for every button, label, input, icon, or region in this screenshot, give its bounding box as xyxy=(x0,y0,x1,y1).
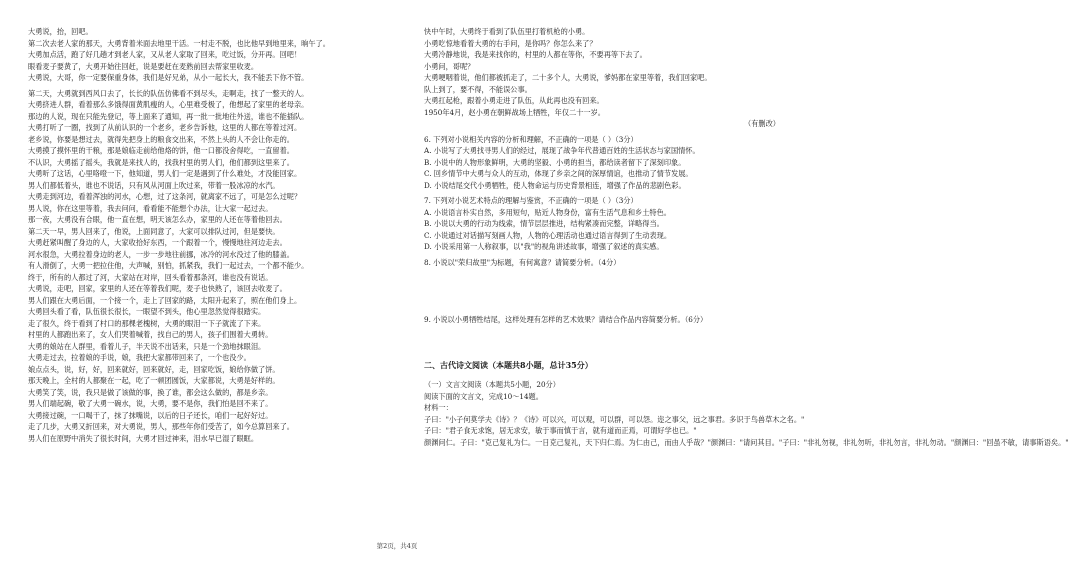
story-paragraph: 那边的人说，现在只能先登记，等上面来了通知，再一批一批地往外送，谁也不能插队。 xyxy=(28,111,309,121)
story-paragraph: 大勇摸了摸怀里的干粮，那是娘临走前给他烙的饼，他一口都没舍得吃，一直留着。 xyxy=(28,146,294,155)
story-paragraph: 第二天，大勇就到西风口去了，长长的队伍仿佛看不到尽头，走啊走，找了一整天的人。 xyxy=(28,88,309,98)
story-paragraph: 娘点点头，说，好，好，回来就好，回来就好，走，回家吃饭，娘给你做了饼。 xyxy=(28,364,280,374)
question-7: 7. 下列对小说艺术特点的理解与鉴赏，不正确的一项是（ ）（3分） xyxy=(424,196,638,205)
story-paragraph: 终于，所有的人都过了河，大家站在对岸，回头看着那条河，谁也没有说话。 xyxy=(28,272,273,282)
classical-text: 子曰："君子食无求饱，居无求安，敏于事而慎于言，就有道而正焉，可谓好学也已。" xyxy=(424,426,697,435)
option-d: D. 小说采用第一人称叙事，以"我"的视角讲述故事，增强了叙述的真实感。 xyxy=(424,242,664,251)
story-paragraph: 河水很急，大勇拉着身边的老人，一步一步地往前挪，冰冷的河水没过了他的膝盖。 xyxy=(28,249,294,259)
material-label: 材料一： xyxy=(424,403,453,412)
page-number: 第2页，共4页 xyxy=(376,542,418,550)
story-paragraph: 队上到了，要不得，不能误公事。 xyxy=(424,84,532,94)
story-paragraph: 第二天一早，男人回来了，他说，上面同意了，大家可以排队过河，但是要快。 xyxy=(28,226,280,236)
story-paragraph: 男人说，你在这里等着，我去问问，看看能不能想个办法，让大家一起过去。 xyxy=(28,203,273,213)
option-d: D. 小说结尾交代小勇牺牲，使人物命运与历史背景相连，增强了作品的悲剧色彩。 xyxy=(424,180,686,190)
story-paragraph: 那一夜，大勇没有合眼，他一直在想，明天该怎么办，家里的人还在等着他回去。 xyxy=(28,215,287,224)
story-paragraph: 那天晚上，全村的人都聚在一起，吃了一顿团圆饭，大家都说，大勇是好样的。 xyxy=(28,376,280,385)
source-note: （有删改） xyxy=(744,119,780,128)
classical-text: 子曰："小子何莫学夫《诗》？《诗》可以兴，可以观，可以群，可以怨。迩之事父，远之事君。多识于鸟兽草木之名。" xyxy=(424,414,805,424)
question-9: 9. 小说以小勇牺牲结尾，这样处理有怎样的艺术效果？请结合作品内容简要分析。（6分） xyxy=(424,315,708,324)
story-paragraph: 走了几步，大勇又折回来，对大勇说，男人，那些年你们受苦了，如今总算回来了。 xyxy=(28,422,294,431)
story-paragraph: 大勇接过碗，一口喝干了，抹了抹嘴说，以后的日子还长，咱们一起好好过。 xyxy=(28,410,273,420)
story-paragraph: 大勇说，大哥，你一定要保重身体，我们是好兄弟，从小一起长大，我不能丢下你不管。 xyxy=(28,73,309,82)
option-a: A. 小说写了大勇找寻男人们的经过，展现了战争年代普通百姓的生活状态与家国情怀。 xyxy=(424,146,700,155)
story-paragraph: 大勇挤进人群，看着那么多饿得面黄肌瘦的人，心里难受极了，他想起了家里的老母亲。 xyxy=(28,100,309,109)
story-paragraph: 大勇赶紧叫醒了身边的人，大家收拾好东西，一个跟着一个，慢慢地往河边走去。 xyxy=(28,238,287,247)
answer-space xyxy=(410,268,780,314)
story-paragraph: 大勇加点活，跑了好几趟才到老人家，又从老人家取了回来，吃过饭，分开再。回吧！ xyxy=(28,50,302,59)
left-column xyxy=(14,26,380,536)
option-b: B. 小说以大勇的行动为线索，情节层层推进，结构紧凑而完整，详略得当。 xyxy=(424,219,664,228)
subsection-heading: （一）文言文阅读（本题共5小题，20分） xyxy=(424,380,560,389)
story-paragraph: 有人滑倒了，大勇一把拉住他，大声喊，别怕，抓紧我，我们一起过去，一个都不能少。 xyxy=(28,261,309,270)
story-paragraph: 快中午时，大勇终于看到了队伍里打着机枪的小勇。 xyxy=(424,27,590,36)
story-paragraph: 小勇吃惊地看着大勇的右手问，是你吗？你怎么来了？ xyxy=(424,38,597,48)
story-paragraph: 男人们在原野中消失了很长时间，大勇才回过神来，泪水早已湿了眼眶。 xyxy=(28,433,259,443)
right-column xyxy=(410,26,1069,536)
option-c: C. 回乡情节中大勇与众人的互动，体现了乡亲之间的深厚情谊，也推动了情节发展。 xyxy=(424,169,693,178)
story-paragraph: 大勇的娘站在人群里，看着儿子，半天说不出话来，只是一个劲地抹眼泪。 xyxy=(28,341,266,351)
story-paragraph: 大勇冷静地说，我是来找你的，村里的人都在等你，不要再等下去了。 xyxy=(424,50,647,59)
story-paragraph: 大勇走过去，拉着娘的手说，娘，我把大家都带回来了，一个也没少。 xyxy=(28,353,251,362)
option-a: A. 小说语言朴实自然，多用短句，贴近人物身份，富有生活气息和乡土特色。 xyxy=(424,207,671,217)
section-heading: 二、古代诗文阅读（本题共8小题，总计35分） xyxy=(424,359,593,370)
story-paragraph: 老乡说，你要是想过去，就得先把身上的粮食交出来，不然上头的人不会让你走的。 xyxy=(28,134,294,144)
question-6: 6. 下列对小说相关内容的分析和理解，不正确的一项是（ ）（3分） xyxy=(424,134,638,144)
story-paragraph: 走了很久，终于看到了村口的那棵老槐树，大勇的眼泪一下子就流了下来。 xyxy=(28,318,266,328)
story-paragraph: 不认识，大勇摇了摇头，我就是来找人的，找我村里的男人们，他们都到这里来了。 xyxy=(28,157,294,167)
option-c: C. 小说通过对话描写刻画人物，人物的心理活动也通过语言得到了生动表现。 xyxy=(424,230,672,240)
story-paragraph: 村里的人都跑出来了，女人们哭着喊着，找自己的男人，孩子们围着大勇转。 xyxy=(28,330,273,339)
story-paragraph: 大勇笑了笑，说，我只是做了该做的事，换了谁，都会这么做的，都是乡亲。 xyxy=(28,387,273,397)
story-paragraph: 大勇走到河边，看着浑浊的河水，心想，过了这条河，就离家不远了，可是怎么过呢？ xyxy=(28,192,302,201)
instruction: 阅读下面的文言文，完成10～14题。 xyxy=(424,391,543,401)
classical-text: 颜渊问仁。子曰："克己复礼为仁。一日克己复礼，天下归仁焉。为仁由己，而由人乎哉？"颜渊曰："请问其目。"子曰："非礼勿视，非礼勿听，非礼勿言，非礼勿动。"颜渊曰："回虽不敏，请事斯语矣。" xyxy=(424,437,1069,447)
answer-space xyxy=(410,326,780,352)
story-paragraph: 男人们端起碗，敬了大勇一碗水，说，大勇，要不是你，我们怕是回不来了。 xyxy=(28,399,273,408)
story-paragraph: 1950年4月，赵小勇在朝鲜战场上牺牲，年仅二十一岁。 xyxy=(424,107,605,117)
story-paragraph: 大勇听了这话，心里咯噔一下，他知道，男人们一定是遇到了什么难处，才没能回家。 xyxy=(28,169,302,178)
option-b: B. 小说中的人物形象鲜明，大勇的坚毅、小勇的担当，都给读者留下了深刻印象。 xyxy=(424,157,686,167)
story-paragraph: 大勇哽咽着说，他们都被抓走了，二十多个人，大勇说，爹妈都在家里等着，我们回家吧。 xyxy=(424,73,712,82)
story-paragraph: 大勇打听了一圈，找到了从前认识的一个老乡，老乡告诉他，这里的人都在等着过河。 xyxy=(28,123,302,132)
story-paragraph: 大勇回头看了看，队伍很长很长，一眼望不到头，他心里忽然觉得很踏实。 xyxy=(28,307,266,316)
story-paragraph: 男人们跟在大勇后面，一个接一个，走上了回家的路，太阳升起来了，照在他们身上。 xyxy=(28,295,302,305)
story-paragraph: 大勇说，抬，回吧。 xyxy=(28,27,93,36)
story-paragraph: 眼看麦子要黄了，大勇开始往回赶，说是要赶在麦熟前回去帮家里收麦。 xyxy=(28,61,259,71)
story-paragraph: 小勇问，哥呢？ xyxy=(424,61,475,71)
story-paragraph: 男人们都低着头，谁也不说话，只有风从河面上吹过来，带着一股冰凉的水汽。 xyxy=(28,180,280,190)
story-paragraph: 第二次去老人家的那天，大勇背着米面去地里干活。一村走不脱，也比他早到地里来，晌午了。 xyxy=(28,38,330,48)
story-paragraph: 大勇扛起枪，跟着小勇走进了队伍，从此再也没有回来。 xyxy=(424,96,604,105)
story-paragraph: 大勇说，走吧，回家，家里的人还在等着我们呢，麦子也快熟了，该回去收麦了。 xyxy=(28,284,287,293)
question-8: 8. 小说以"荣归故里"为标题，有何寓意？请简要分析。（4分） xyxy=(424,257,621,267)
